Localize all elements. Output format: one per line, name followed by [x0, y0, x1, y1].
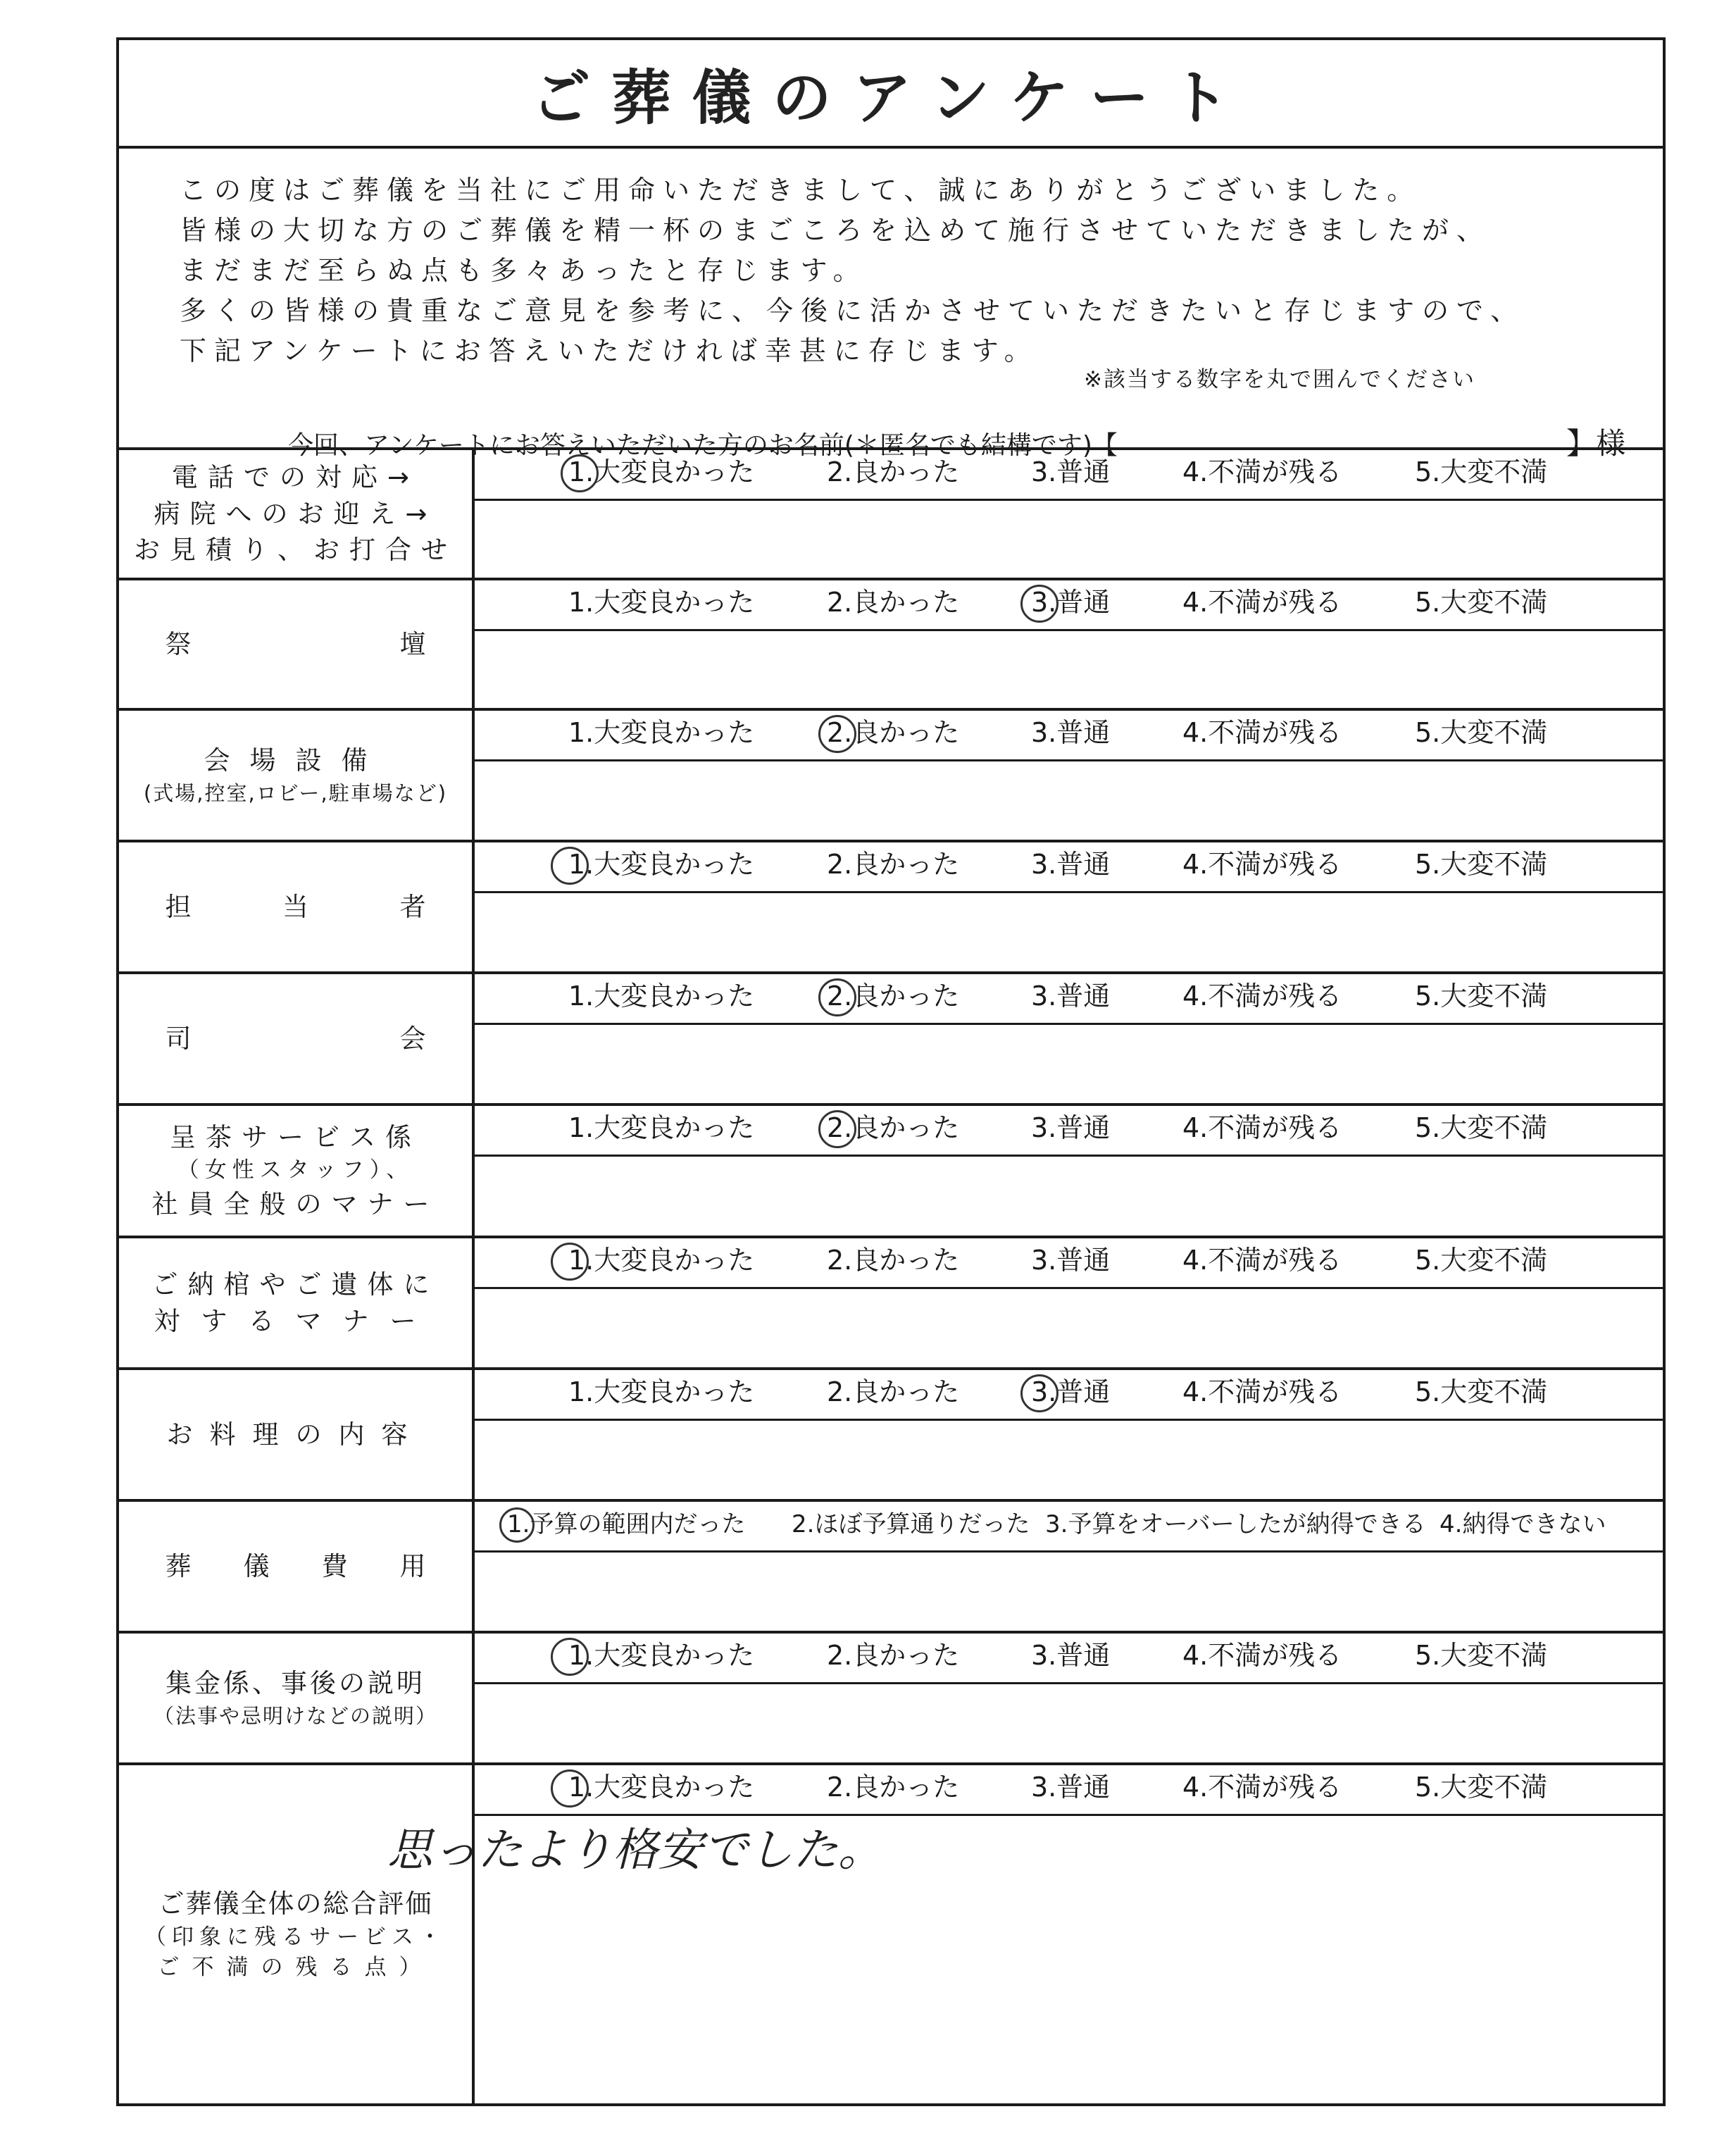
question-row-cost	[119, 1502, 1663, 1634]
intro-line: 皆様の大切な方のご葬儀を精一杯のまごころを込めて施行させていただきましたが、	[180, 215, 1492, 246]
option-2[interactable]: 2.良かった	[827, 981, 960, 1012]
comment-area[interactable]	[475, 631, 1663, 708]
option-5[interactable]: 5.大変不満	[1415, 1772, 1548, 1803]
question-row-altar	[119, 580, 1663, 711]
row-label-line: （法事や忌明けなどの説明）	[153, 1704, 437, 1729]
rating-options	[475, 1370, 1663, 1421]
question-row-food	[119, 1370, 1663, 1502]
row-label	[119, 711, 475, 840]
option-3[interactable]: 3.普通	[1031, 1376, 1111, 1407]
option-5[interactable]: 5.大変不満	[1415, 849, 1548, 880]
cost-options	[475, 1502, 1663, 1553]
option-4[interactable]: 4.不満が残る	[1182, 849, 1342, 880]
question-row-encoffining	[119, 1238, 1663, 1370]
row-label-char: 者	[399, 891, 426, 922]
option-5[interactable]: 5.大変不満	[1415, 1376, 1548, 1407]
option-3[interactable]: 3.普通	[1031, 849, 1111, 880]
row-label-char: 壇	[399, 628, 426, 659]
row-label-line	[166, 1548, 426, 1585]
row-label-char: 儀	[243, 1550, 270, 1581]
row-label	[119, 1238, 475, 1367]
comment-area[interactable]	[475, 1289, 1663, 1367]
option-3[interactable]: 3.普通	[1031, 1772, 1111, 1803]
comment-area[interactable]	[475, 1421, 1663, 1499]
question-row-venue	[119, 711, 1663, 842]
row-label-char: 費	[321, 1550, 348, 1581]
row-label-line: 集金係、事後の説明	[166, 1668, 425, 1699]
option-3[interactable]: 3.普通	[1031, 717, 1111, 748]
option-4[interactable]: 4.不満が残る	[1182, 587, 1342, 618]
row-label	[119, 1370, 475, 1499]
row-label	[119, 1502, 475, 1631]
rating-options	[475, 580, 1663, 631]
row-label-line: （印象に残るサービス・	[144, 1924, 447, 1950]
option-2[interactable]: 2.ほぼ予算通りだった	[792, 1510, 1030, 1538]
question-row-phone	[119, 450, 1663, 580]
option-2[interactable]: 2.良かった	[827, 1112, 960, 1143]
rating-options	[475, 842, 1663, 893]
question-row-mc	[119, 974, 1663, 1106]
option-2[interactable]: 2.良かった	[827, 1245, 960, 1276]
row-label-char: 司	[165, 1023, 192, 1054]
option-4[interactable]: 4.納得できない	[1440, 1510, 1606, 1538]
intro-line: まだまだ至らぬ点も多々あったと存じます。	[180, 255, 868, 286]
option-4[interactable]: 4.不満が残る	[1182, 1376, 1342, 1407]
option-1[interactable]: 1.大変良かった	[568, 1245, 755, 1276]
option-4[interactable]: 4.不満が残る	[1182, 717, 1342, 748]
row-label-line: 対するマナー	[154, 1305, 437, 1336]
row-label-line: 社員全般のマナー	[151, 1188, 439, 1219]
row-label	[119, 1634, 475, 1762]
survey-sheet	[116, 37, 1666, 2106]
comment-area[interactable]	[475, 1553, 1663, 1631]
row-label-line: ご納棺やご遺体に	[151, 1269, 439, 1300]
option-3[interactable]: 3.普通	[1031, 1245, 1111, 1276]
option-4[interactable]: 4.不満が残る	[1182, 456, 1342, 487]
rating-options	[475, 1238, 1663, 1289]
row-label-line: お見積り、お打合せ	[134, 535, 457, 566]
row-label-line	[166, 889, 426, 926]
name-prompt: 今回、アンケートにお答えいただいた方のお名前(＊匿名でも結構です)【	[288, 431, 1118, 460]
option-4[interactable]: 4.不満が残る	[1182, 1112, 1342, 1143]
comment-area[interactable]	[475, 1157, 1663, 1236]
row-label	[119, 580, 475, 708]
rating-options	[475, 450, 1663, 501]
option-1[interactable]: 1.大変良かった	[568, 717, 755, 748]
page-title: ご葬儀のアンケート	[531, 63, 1251, 132]
option-1[interactable]: 1.大変良かった	[568, 1376, 755, 1407]
question-row-overall	[119, 1765, 1663, 2103]
rating-options	[475, 1765, 1663, 1816]
row-label-char: 当	[282, 891, 308, 922]
row-label-char: 用	[399, 1550, 426, 1581]
option-2[interactable]: 2.良かった	[827, 1376, 960, 1407]
option-4[interactable]: 4.不満が残る	[1182, 1640, 1342, 1671]
intro-line: この度はご葬儀を当社にご用命いただきまして、誠にありがとうございました。	[180, 175, 1422, 206]
option-1[interactable]: 1.大変良かった	[568, 1772, 755, 1803]
row-label-char: 祭	[165, 628, 192, 659]
option-1[interactable]: 1.大変良かった	[568, 587, 755, 618]
option-2[interactable]: 2.良かった	[827, 717, 960, 748]
row-label-line: （女性スタッフ）、	[177, 1157, 414, 1183]
option-3[interactable]: 3.普通	[1031, 456, 1111, 487]
option-3[interactable]: 3.普通	[1031, 981, 1111, 1012]
question-row-staff	[119, 842, 1663, 974]
comment-area[interactable]	[475, 1025, 1663, 1103]
option-1[interactable]: 1.大変良かった	[568, 981, 755, 1012]
row-label	[119, 974, 475, 1103]
option-2[interactable]: 2.良かった	[827, 1772, 960, 1803]
row-label-char: 会	[399, 1023, 426, 1054]
handwritten-comment: 思ったより格安でした。	[387, 1824, 883, 1877]
option-2[interactable]: 2.良かった	[827, 849, 960, 880]
row-label-line: 会場設備	[204, 745, 387, 776]
option-1[interactable]: 1.大変良かった	[568, 1640, 755, 1671]
option-5[interactable]: 5.大変不満	[1415, 1640, 1548, 1671]
option-5[interactable]: 5.大変不満	[1415, 717, 1548, 748]
option-5[interactable]: 5.大変不満	[1415, 456, 1548, 487]
comment-area[interactable]	[475, 761, 1663, 840]
option-1[interactable]: 1.大変良かった	[568, 456, 755, 487]
row-label-char: 葬	[165, 1550, 192, 1581]
row-label-line	[166, 626, 426, 663]
intro-line: 多くの皆様の貴重なご意見を参考に、今後に活かさせていただきたいと存じますので、	[180, 295, 1525, 326]
intro-line: 下記アンケートにお答えいただければ幸甚に存じます。	[180, 335, 1039, 366]
option-1[interactable]: 1.大変良かった	[568, 849, 755, 880]
question-row-tea-service	[119, 1106, 1663, 1238]
row-label	[119, 1106, 475, 1236]
option-5[interactable]: 5.大変不満	[1415, 587, 1548, 618]
comment-area[interactable]	[475, 893, 1663, 971]
intro-section	[119, 149, 1663, 461]
name-suffix: 】様	[1566, 426, 1626, 461]
rating-options	[475, 711, 1663, 761]
row-label-line: 呈茶サービス係	[170, 1121, 421, 1152]
instruction-note: ※該当する数字を丸で囲んでください	[1084, 367, 1475, 392]
option-1[interactable]: 1.大変良かった	[568, 1112, 755, 1143]
rating-options	[475, 1106, 1663, 1157]
row-label-line: お料理の内容	[166, 1419, 425, 1450]
row-label-line: 病院へのお迎え→	[154, 498, 437, 529]
row-label-line: ご葬儀全体の総合評価	[158, 1888, 433, 1919]
option-4[interactable]: 4.不満が残る	[1182, 981, 1342, 1012]
option-5[interactable]: 5.大変不満	[1415, 981, 1548, 1012]
rating-options	[475, 1634, 1663, 1684]
option-3[interactable]: 3.普通	[1031, 587, 1111, 618]
row-label-line: 電話での対応→	[171, 461, 419, 492]
option-5[interactable]: 5.大変不満	[1415, 1112, 1548, 1143]
row-label-line: ご不満の残る点）	[157, 1954, 434, 1980]
row-label-char: 担	[165, 891, 192, 922]
option-3[interactable]: 3.普通	[1031, 1640, 1111, 1671]
rating-options	[475, 974, 1663, 1025]
option-1[interactable]: 1.予算の範囲内だった	[507, 1510, 746, 1538]
option-4[interactable]: 4.不満が残る	[1182, 1772, 1342, 1803]
option-2[interactable]: 2.良かった	[827, 587, 960, 618]
option-5[interactable]: 5.大変不満	[1415, 1245, 1548, 1276]
title-box	[119, 40, 1663, 149]
row-label	[119, 842, 475, 971]
option-2[interactable]: 2.良かった	[827, 1640, 960, 1671]
row-label-line	[166, 1021, 426, 1057]
option-3[interactable]: 3.予算をオーバーしたが納得できる	[1045, 1510, 1426, 1538]
row-label-line: (式場,控室,ロビー,駐車場など)	[143, 781, 448, 806]
option-4[interactable]: 4.不満が残る	[1182, 1245, 1342, 1276]
option-2[interactable]: 2.良かった	[827, 456, 960, 487]
question-row-collection	[119, 1634, 1663, 1765]
row-label	[119, 450, 475, 578]
option-3[interactable]: 3.普通	[1031, 1112, 1111, 1143]
comment-area[interactable]	[475, 1684, 1663, 1762]
comment-area[interactable]	[475, 501, 1663, 578]
